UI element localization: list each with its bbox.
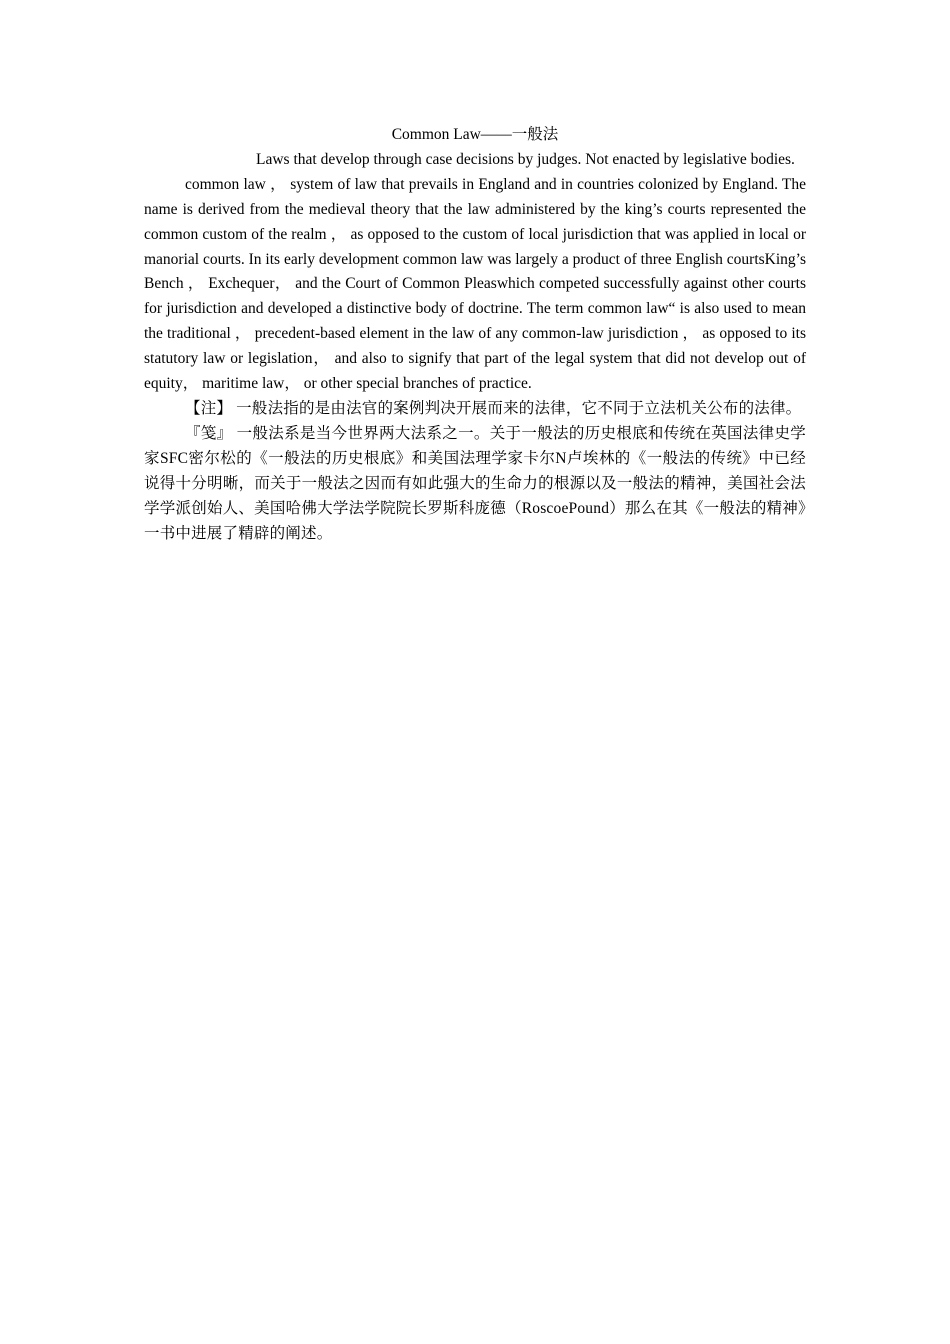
note-paragraph: 【注】 一般法指的是由法官的案例判决开展而来的法律，它不同于立法机关公布的法律。	[185, 399, 802, 417]
body-paragraph: common law ， system of law that prevails in England and in countries colonized by England. The name is derived from the medieval theory that the law administered by the king’s courts represented the common custom of the realm ， as opposed to the custom of local jurisdiction that was applied in local or manorial courts. In its early development common law was largely a product of three English courtsKing’s Bench ， Exchequer， and the Court of Common Pleaswhich competed successfully against other courts for jurisdiction and developed a distinctive body of doctrine. The term common law“ is also used to mean the traditional ， precedent-based element in the law of any common-law jurisdiction ， as opposed to its statutory law or legislation， and also to signify that part of the legal system that did not develop out of equity， maritime law， or other special branches of practice.	[144, 175, 806, 393]
document-page	[144, 123, 806, 546]
document-title: Common Law——一般法	[391, 126, 559, 143]
definition-text: Laws that develop through case decisions by judges. Not enacted by legislative bodies.	[256, 150, 795, 168]
commentary-paragraph: 『笺』 一般法系是当今世界两大法系之一。关于一般法的历史根底和传统在英国法律史学家SFC密尔松的《一般法的历史根底》和美国法理学家卡尔N卢埃林的《一般法的传统》中已经说得十分明晰，而关于一般法之因而有如此强大的生命力的根源以及一般法的精神，美国社会法学学派创始人、美国哈佛大学法学院院长罗斯科庞德（RoscoePound）那么在其《一般法的精神》一书中进展了精辟的阐述。	[144, 424, 806, 542]
